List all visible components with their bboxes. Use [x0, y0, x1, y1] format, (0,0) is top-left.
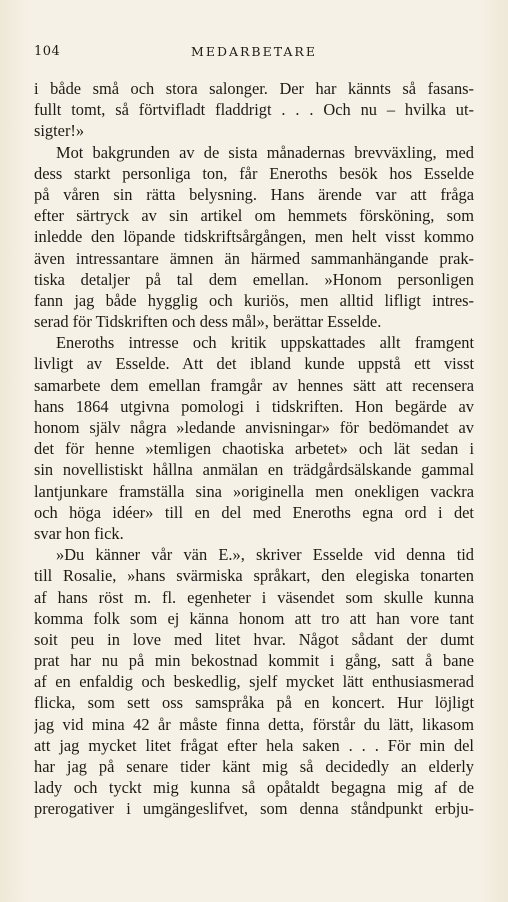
text-line: till Rosalie, »hans svärmiska språkart, den elegiska tonarten — [34, 566, 474, 586]
text-line: har jag på senare tider känt mig så decidedly an elderly — [34, 757, 474, 776]
text-line: fann jag både hygglig och kuriös, men alltid lifligt intres- — [34, 290, 474, 310]
text-line: svar hon fick. — [34, 523, 124, 543]
text-line: efter särtryck av sin artikel om hemmets försköning, som — [34, 206, 474, 226]
page-header — [34, 44, 474, 62]
text-line: Eneroths intresse och kritik uppskattades allt framgent — [56, 333, 474, 353]
text-line: sin novellistiskt hållna anmälan en trädgårdsälskande gammal — [34, 460, 474, 480]
text-line: komma folk som ej känna honom att tro att han vore tant — [34, 608, 474, 628]
text-line: sigter!» — [34, 121, 85, 141]
text-line: hans 1864 utgivna pomologi i tidskriften. Hon begärde av — [34, 396, 474, 416]
text-line: lady och tyckt mig kunna så opåtaldt begagna mig af de — [34, 778, 474, 798]
text-line: på våren sin rätta belysning. Hans ärende var att fråga — [34, 184, 474, 204]
text-line: flicka, som sett oss samspråka på en koncert. Hur löjligt — [34, 693, 474, 713]
text-line: honom själv några »ledande anvisningar» för bedömandet av — [34, 418, 474, 437]
text-line: inledde den löpande tidskriftsårgången, men helt visst kommo — [34, 227, 474, 247]
text-line: af hans röst m. fl. egenheter i väsendet som skulle kunna — [34, 587, 474, 607]
text-line: serad för Tidskriften och dess mål», berättar Esselde. — [34, 312, 382, 332]
text-line: att jag mycket litet frågat efter hela saken . . . För min del — [34, 735, 474, 755]
text-line: livligt av Esselde. Att det ibland kunde uppstå ett visst — [34, 354, 474, 374]
running-head: MEDARBETARE — [191, 44, 317, 59]
text-line: tiska detaljer på tal dem emellan. »Honom personligen — [34, 269, 474, 289]
text-line: och höga idéer» till en del med Eneroths egna ord i det — [34, 502, 474, 522]
page-number: 104 — [34, 44, 61, 59]
text-line: jag vid mina 42 år måste finna detta, förstår du lätt, likasom — [34, 714, 474, 734]
text-line: samarbete dem emellan framgår av hennes sätt att recensera — [34, 375, 474, 395]
text-line: fullt tomt, så förtvifladt fladdrigt . . . Och nu – hvilka ut- — [34, 100, 474, 120]
text-line: soit peu in love med litet hvar. Något sådant der dumt — [34, 629, 474, 649]
text-line: i både små och stora salonger. Der har kännts så fasans- — [34, 79, 474, 98]
text-line: prat har nu på min bekostnad kommit i gång, satt å bane — [34, 651, 474, 671]
text-line: lantjunkare framställa sina »originella men onekligen vackra — [34, 481, 474, 501]
text-line: dess starkt personliga ton, får Eneroths besök hos Esselde — [34, 163, 474, 183]
body-text — [34, 78, 474, 820]
text-line: af en enfaldig och beskedlig, sjelf mycket lätt enthusiasmerad — [34, 672, 474, 692]
text-line: även intressantare ämnen än härmed sammanhängande prak- — [34, 248, 474, 268]
text-line: det för henne »temligen chaotiska arbetet» och lät sedan i — [34, 439, 474, 459]
text-line: »Du känner vår vän E.», skriver Esselde vid denna tid — [56, 545, 474, 565]
text-line: Mot bakgrunden av de sista månadernas brevväxling, med — [56, 142, 474, 162]
text-line: prerogativer i umgängeslifvet, som denna ståndpunkt erbju- — [34, 799, 474, 819]
